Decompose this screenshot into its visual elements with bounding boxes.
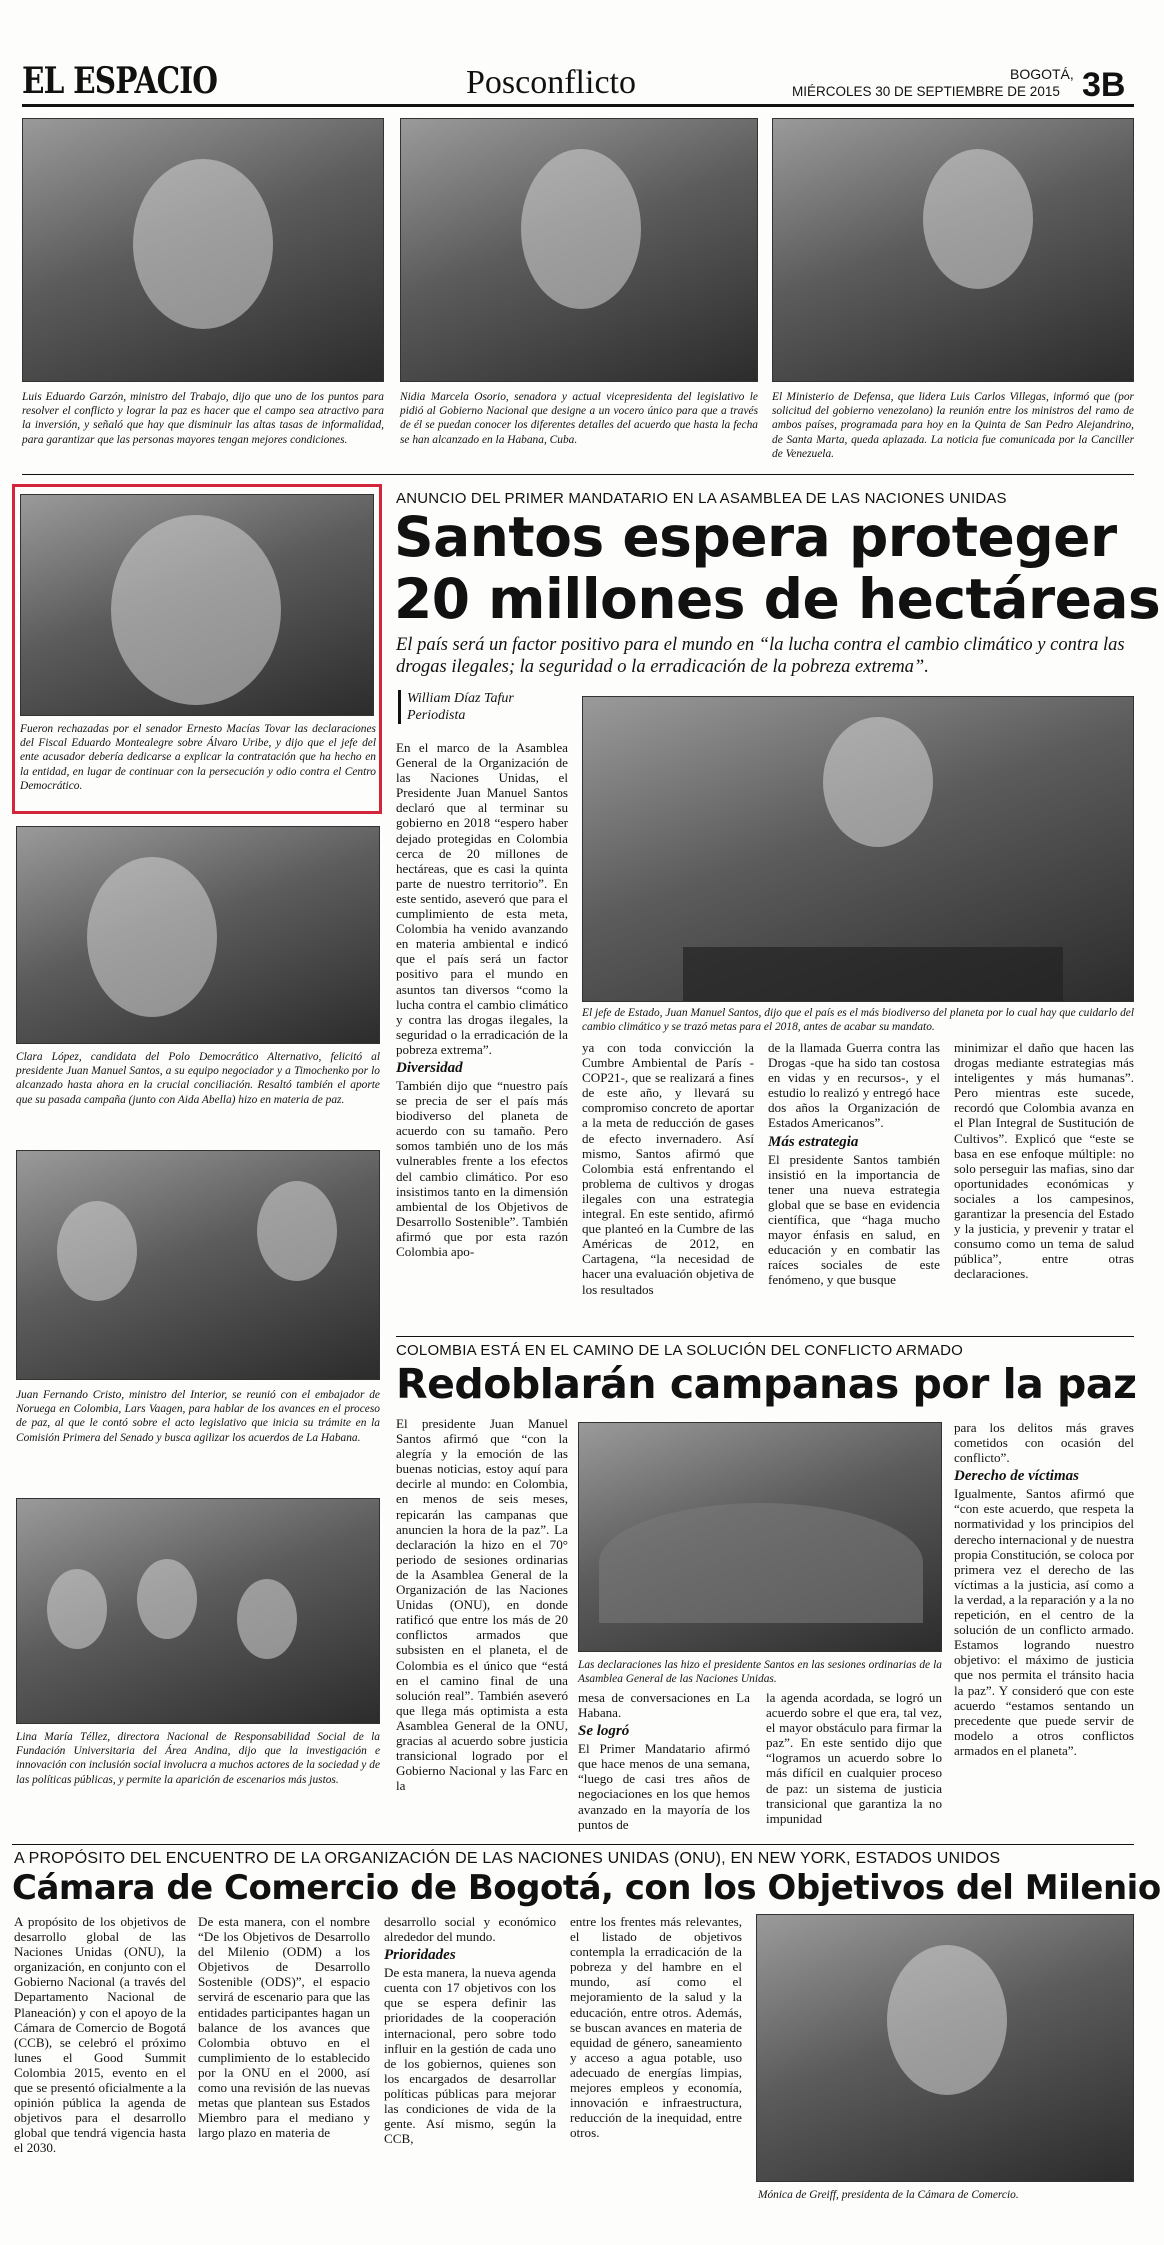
article1-col1b-text: También dijo que “nuestro país se precia de ser el país más biodiverso del planeta de acuerdo con su tamaño. Pero somos también uno de los más vulnerables frente a los efectos del cambio climático. Por eso insistimos tanto en la dimensión ambiental de los Objetivos de Desarrollo Sostenible”. También afirmó que por esta razón Colombia apo- [396,1077,568,1259]
article2-col3 [766,1690,942,1826]
article2-col4-text: para los delitos más graves cometidos con ocasión del conflicto”. [954,1420,1134,1466]
byline-name: William Díaz Tafur [407,691,514,706]
masthead-city: BOGOTÁ, [1010,66,1074,82]
article1-col2-text: ya con toda convicción la Cumbre Ambiental de París -COP21-, que se realizará a fines de este año, y llevará su compromiso concreto de aportar a la meta de reducción de gases de efecto invernadero. Así mismo, Santos afirmó que Colombia está enfrentando el problema de cultivos y drogas ilegales con una estrategia integral. En este sentido, afirmó que planteó en la Cumbre de las Américas de 2012, en Cartagena, “la necesidad de hacer una evaluación objetiva de los resultados [582,1040,754,1297]
article3-rule [12,1844,1134,1845]
subhead-prioridades: Prioridades [384,1947,456,1964]
caption-macias: Fueron rechazadas por el senador Ernesto Macías Tovar las declaraciones del Fiscal Eduardo Montealegre sobre Álvaro Uribe, y dijo que el jefe del ente acusador debería dedicarse a explicar la contratación que ha hecho en la entidad, en lugar de continuar con la persecución y odio contra el Centro Democrático. [20,723,376,792]
masthead-date: MIÉRCOLES 30 DE SEPTIEMBRE DE 2015 [792,84,1060,99]
brand-logo: EL ESPACIO [22,60,218,102]
article2-rule [396,1336,1134,1337]
caption-garzon: Luis Eduardo Garzón, ministro del Trabajo, dijo que uno de los puntos para resolver el conflicto y lograr la paz es hacer que el campo sea atractivo para la inversión, y señaló que hay que disminuir las altas tasas de informalidad, para garantizar que las personas mayores tengan mejores condiciones. [22,391,384,446]
article2-col1-text: El presidente Juan Manuel Santos afirmó que “con la alegría y la emoción de las buenas noticias, estoy aquí para decirle al mundo: en Colombia, en menos de seis meses, repicarán las campanas que anuncien la hora de la paz”. La declaración la hizo en el 70° periodo de sesiones ordinarias de la Asamblea General de la Organización de las Naciones Unidas (ONU), en donde ratificó que entre los más de 20 conflictos armados que subsisten en el planeta, el de Colombia es el único que “está en el camino final de una solución real”. También aseveró que llega más optimista a esta Asamblea General de la ONU, gracias al acuerdo sobre justicia transicional logrado por el Gobierno Nacional y las Farc en la [396,1416,568,1794]
article3-col2-text: De esta manera, con el nombre “De los Objetivos de Desarrollo del Milenio (ODM) a los Objetivos de Desarrollo Sostenible (ODS)”, el espacio servirá de escenario para que las entidades participantes hagan un balance de los avances que Colombia obtuvo en el cumplimiento de lo establecido por la ONU en el 2000, así como una revisión de las nuevas metas que plantean sus Estados Miembro para el mediano y largo plazo en materia de [198,1914,370,2141]
subhead-victimas: Derecho de víctimas [954,1468,1079,1485]
photo-garzon [22,118,384,382]
article3-col3 [384,1914,556,2146]
photo-macias [20,494,374,716]
article2-col4 [954,1420,1134,1758]
article1-col3b-text: El presidente Santos también insistió en la importancia de tener una nueva estrategia global que se base en evidencia científica, que “haga mucho mayor énfasis en salud, en educación y en combatir las raíces sociales de este fenómeno, y que busque [768,1151,940,1288]
article3-col4 [570,1914,742,2140]
byline-role: Periodista [407,708,466,723]
article1-byline [398,690,568,724]
article2-col3-text: la agenda acordada, se logró un acuerdo sobre el que era, tal vez, el mayor obstáculo para firmar la paz”. En este sentido dijo que “logramos un acuerdo sobre lo más difícil en cualquier proceso de paz: un sistema de justicia transicional que garantiza la no impunidad [766,1690,942,1826]
photo-villegas [772,118,1134,382]
caption-un-assembly: Las declaraciones las hizo el presidente Santos en las sesiones ordinarias de la Asamblea General de las Naciones Unidas. [578,1659,942,1686]
article2-col2b-text: El Primer Mandatario afirmó que hace menos de una semana, “luego de casi tres años de negociaciones en los que hemos avanzado en la mayoría de los puntos de [578,1741,750,1832]
photo-tellez [16,1498,380,1724]
article2-col2-text: mesa de conversaciones en La Habana. [578,1690,750,1721]
photo-cristo [16,1150,380,1380]
subhead-diversidad: Diversidad [396,1059,463,1076]
article3-col1-text: A propósito de los objetivos de desarrollo global de las Naciones Unidas (ONU), la organización, en conjunto con el Gobierno Nacional (a través del Departamento Nacional de Planeación) y con el apoyo de la Cámara de Comercio de Bogotá (CCB), se celebró el próximo lunes el Good Summit Colombia 2015, evento en el que se presentó oficialmente a la opinión pública la agenda de objetivos para el desarrollo global que tendrá vigencia hasta el 2030. [14,1914,186,2156]
caption-santos-un: El jefe de Estado, Juan Manuel Santos, dijo que el país es el más biodiverso del planeta por lo cual hay que cuidarlo del cambio climático y se trazó metas para el 2018, antes de acabar su mandato. [582,1007,1134,1034]
section-title: Posconflicto [466,64,636,101]
caption-clara-lopez: Clara López, candidata del Polo Democrático Alternativo, felicitó al presidente Juan Manuel Santos, a su equipo negociador y a Timochenko por lo alcanzado hasta ahora en la crucial conciliación. Resaltó también el aporte que su pasada campaña (junto con Aida Abella) hizo en materia de paz. [16,1051,380,1106]
photo-un-assembly [578,1422,942,1652]
article1-col4-text: minimizar el daño que hacen las drogas mediante estrategias más inteligentes y más humanas”. Pero mientras este sucede, recordó que Colombia avanza en el Plan Integral de Sustitución de Cultivos”. Explicó que “este se basa en ese enfoque múltiple: no solo perseguir las mafias, sino dar oportunidades económicas y sociales a los campesinos, garantizar la presencia del Estado y la justicia, y prevenir y tratar el consumo como un tema de salud pública”, entre otras declaraciones. [954,1040,1134,1282]
article1-col2 [582,1040,754,1297]
page-number: 3B [1082,66,1126,104]
article2-col2 [578,1690,750,1832]
article3-col3-text: desarrollo social y económico alrededor del mundo. [384,1914,556,1945]
photo-santos-un [582,696,1134,1002]
article1-kicker: ANUNCIO DEL PRIMER MANDATARIO EN LA ASAMBLEA DE LAS NACIONES UNIDAS [396,490,1007,507]
subhead-estrategia: Más estrategia [768,1133,859,1150]
article3-kicker: A PROPÓSITO DEL ENCUENTRO DE LA ORGANIZACIÓN DE LAS NACIONES UNIDAS (ONU), EN NEW YORK, ESTADOS UNIDOS [14,1850,1001,1867]
caption-villegas: El Ministerio de Defensa, que lidera Luis Carlos Villegas, informó que (por solicitud del gobierno venezolano) la reunión entre los ministros del ramo de ambos países, programada para hoy en la Quinta de San Pedro Alejandrino, de Santa Marta, queda aplazada. La noticia fue comunicada por la Canciller de Venezuela. [772,391,1134,460]
caption-osorio: Nidia Marcela Osorio, senadora y actual vicepresidenta del legislativo le pidió al Gobierno Nacional que designe a un vocero único para que a través de él se puedan conocer los diferentes detalles del acuerdo que hasta la fecha se han alcanzado en la Habana, Cuba. [400,391,758,446]
article3-headline: Cámara de Comercio de Bogotá, con los Objetivos del Milenio [12,1868,1161,1908]
article1-col1-text: En el marco de la Asamblea General de la Organización de las Naciones Unidas, el Presidente Juan Manuel Santos declaró que al terminar su gobierno en 2018 “espero haber dejado protegidas en Colombia cerca de 20 millones de hectáreas, que es casi la quinta parte de nuestro territorio”. En este sentido, aseveró que para el cumplimiento de esta meta, Colombia ha venido avanzando en materia ambiental e indicó que el país será un factor positivo para el mundo en asuntos tan diversos “como la lucha contra el cambio climático y contra las drogas ilegales, la seguridad o la erradicación de la pobreza extrema”. [396,740,568,1057]
caption-cristo: Juan Fernando Cristo, ministro del Interior, se reunió con el embajador de Noruega en Colombia, Lars Vaagen, para hablar de los avances en el proceso de paz, al que le contó sobre el acto legislativo que inicia su trámite en la Comisión Primera del Senado y busca agilizar los acuerdos de La Habana. [16,1389,380,1444]
article1-col3 [768,1040,940,1287]
article3-col1 [14,1914,186,2156]
caption-de-greiff: Mónica de Greiff, presidenta de la Cámara de Comercio. [758,2189,1019,2201]
masthead-rule [22,104,1134,107]
article1-col1 [396,740,568,1259]
article1-deck: El país será un factor positivo para el mundo en “la lucha contra el cambio climático y contra las drogas ilegales; la seguridad o la erradicación de la pobreza extrema”. [396,635,1125,677]
subhead-logro: Se logró [578,1723,630,1740]
photo-clara-lopez [16,826,380,1044]
article1-col4 [954,1040,1134,1282]
photo-de-greiff [756,1914,1134,2182]
article2-col4b-text: Igualmente, Santos afirmó que “con este acuerdo, que respeta la normatividad y los principios del derecho internacional y de nuestra propia Constitución, se coloca por primera vez el derecho de las víctimas a la justicia, así como a la verdad, a la reparación y a la no repetición, en el centro de la solución de un conflicto armado. Estamos logrando nuestro objetivo: el máximo de justicia que nos permita el tránsito hacia la paz”. Y consideró que con este acuerdo “estamos sentando un precedente que puede servir de modelo a otros conflictos armados en el planeta”. [954,1486,1134,1758]
article3-col4-text: entre los frentes más relevantes, el listado de objetivos contempla la erradicación de la pobreza y del hambre en el mundo, así como el mejoramiento de la salud y la educación, entre otros. Además, se buscan avances en materia de equidad de género, saneamiento y acceso a agua potable, uso adecuado de energías limpias, mejores empleos y economía, innovación e infraestructura, reducción de la inequidad, entre otros. [570,1914,742,2141]
article1-headline-line2: 20 millones de hectáreas [394,567,1161,631]
article3-col3b-text: De esta manera, la nueva agenda cuenta con 17 objetivos con los que se espera definir las prioridades de la cooperación internacional, pero sobre todo influir en la gestión de cada uno de los gobiernos, quienes son los encargados de desarrollar políticas públicas para mejorar las condiciones de vida de la gente. Así mismo, según la CCB, [384,1965,556,2147]
caption-tellez: Lina María Téllez, directora Nacional de Responsabilidad Social de la Fundación Universitaria del Área Andina, dijo que la investigación e innovación con inclusión social involucra a muchos actores de la sociedad y de las políticas públicas, y permite la aparición de escenarios más justos. [16,1731,380,1786]
article2-col1 [396,1416,568,1793]
top-row-rule [22,474,1134,475]
article1-headline-line1: Santos espera proteger [394,505,1117,569]
article1-col3-text: de la llamada Guerra contra las Drogas -que ha sido tan costosa en vidas y en recursos-, y el estudio lo realizó y entregó hace dos años la Organización de Estados Americanos”. [768,1040,940,1131]
photo-osorio [400,118,758,382]
article3-col2 [198,1914,370,2140]
article2-kicker: COLOMBIA ESTÁ EN EL CAMINO DE LA SOLUCIÓN DEL CONFLICTO ARMADO [396,1342,963,1359]
article2-headline: Redoblarán campanas por la paz [396,1360,1137,1408]
